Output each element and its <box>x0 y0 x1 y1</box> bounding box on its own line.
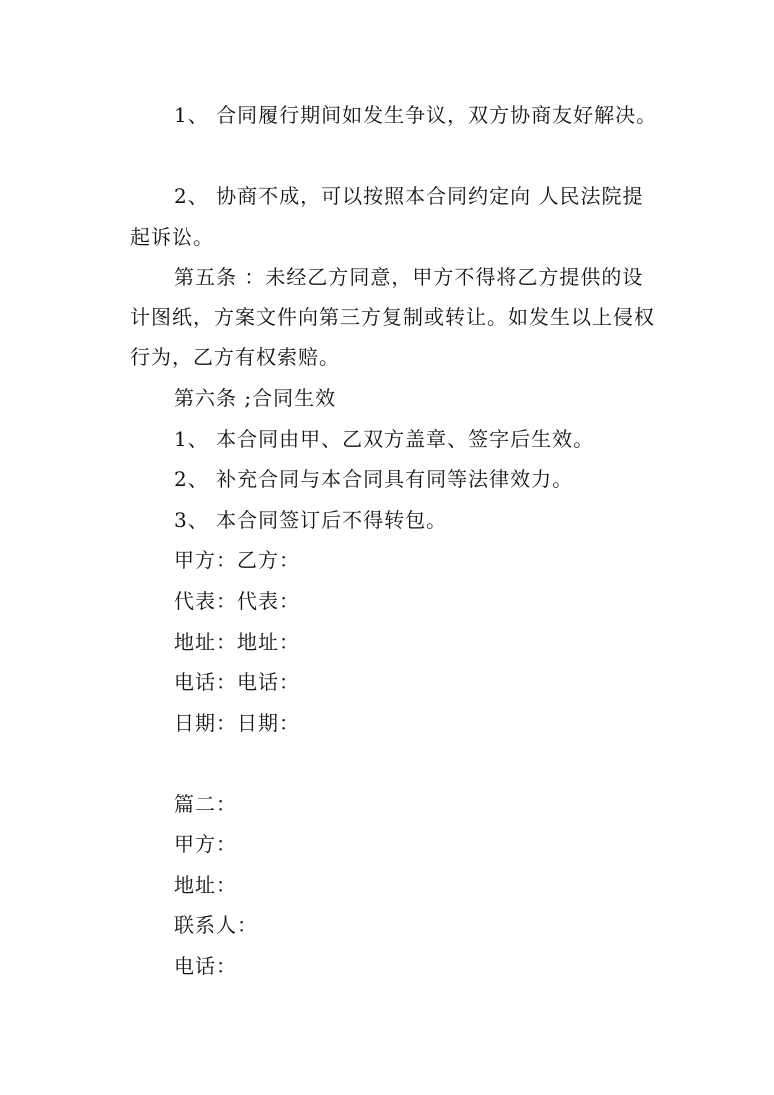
signature-address: 地址：地址： <box>174 630 300 654</box>
signature-date: 日期：日期： <box>174 711 300 735</box>
party-a-field: 甲方： <box>174 832 237 856</box>
article-six-heading: 第六条 ;合同生效 <box>174 386 337 410</box>
clause-litigation-line-1: 2、 协商不成，可以按照本合同约定向 人民法院提 <box>174 184 644 208</box>
section-heading-part-two: 篇二： <box>174 792 237 816</box>
phone-field: 电话： <box>174 954 237 978</box>
clause-litigation-line-2: 起诉讼。 <box>130 225 214 249</box>
article-six-item-3: 3、 本合同签订后不得转包。 <box>174 508 448 532</box>
article-six-item-2: 2、 补充合同与本合同具有同等法律效力。 <box>174 467 574 491</box>
article-five-line-3: 行为，乙方有权索赔。 <box>130 345 340 369</box>
signature-phone: 电话：电话： <box>174 670 300 694</box>
signature-party: 甲方：乙方： <box>174 548 300 572</box>
contact-person-field: 联系人： <box>174 913 258 937</box>
signature-representative: 代表：代表： <box>174 589 300 613</box>
article-six-item-1: 1、 本合同由甲、乙双方盖章、签字后生效。 <box>174 427 595 451</box>
article-five-line-1: 第五条 ：未经乙方同意，甲方不得将乙方提供的设 <box>174 265 644 289</box>
article-five-line-2: 计图纸，方案文件向第三方复制或转让。如发生以上侵权 <box>130 305 655 329</box>
clause-dispute-negotiation: 1、 合同履行期间如发生争议，双方协商友好解决。 <box>174 103 658 127</box>
address-field: 地址： <box>174 873 237 897</box>
